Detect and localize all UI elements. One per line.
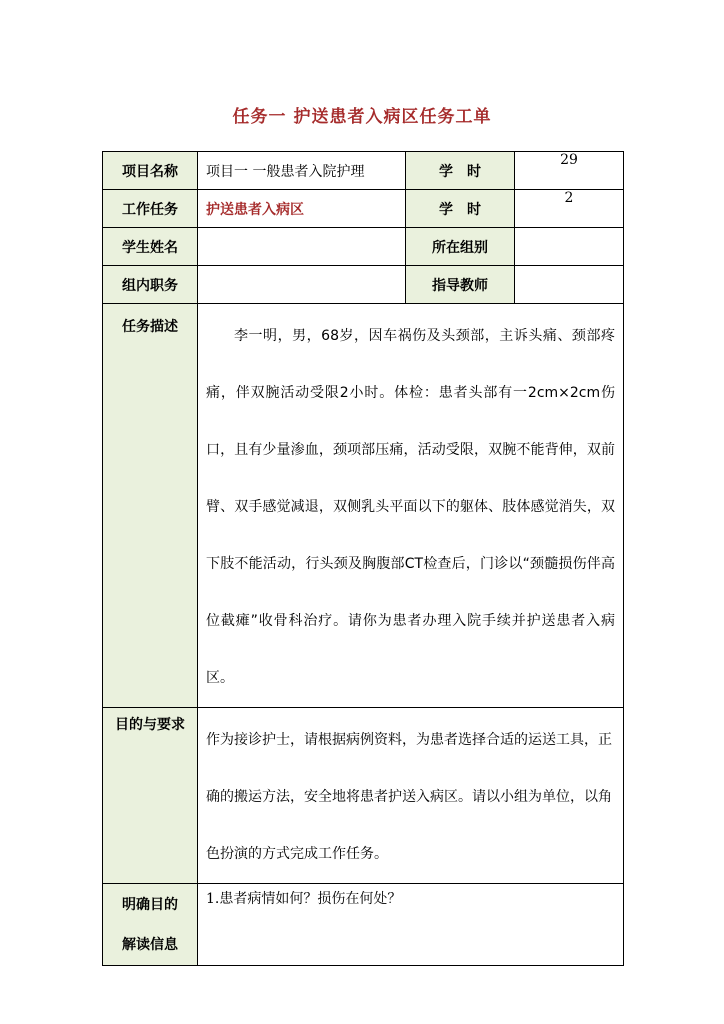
project-name-value: 项目一 一般患者入院护理 — [198, 152, 406, 190]
student-name-field[interactable] — [198, 228, 406, 266]
task-form-table — [102, 151, 624, 966]
row-task — [103, 190, 624, 228]
group-label: 所在组别 — [406, 228, 515, 266]
goal-requirement-text: 作为接诊护士，请根据病例资料，为患者选择合适的运送工具，正确的搬运方法，安全地将患者护送入病区。请以小组为单位，以角色扮演的方式完成工作任务。 — [206, 732, 612, 862]
read-info-label: 解读信息 — [122, 936, 178, 953]
task-description-cell — [198, 304, 624, 708]
row-project — [103, 152, 624, 190]
document-title: 任务一 护送患者入病区任务工单 — [232, 107, 492, 127]
row-clarify — [103, 884, 624, 966]
work-task-label: 工作任务 — [103, 190, 198, 228]
goal-requirement-cell — [198, 708, 624, 884]
question-1: 1.患者病情如何？损伤在何处？ — [206, 891, 402, 907]
row-student — [103, 228, 624, 266]
group-field[interactable] — [515, 228, 624, 266]
project-name-label: 项目名称 — [103, 152, 198, 190]
hours-value-2: 2 — [515, 190, 624, 228]
clarify-read-cell — [198, 884, 624, 966]
teacher-field[interactable] — [515, 266, 624, 304]
group-role-label: 组内职务 — [103, 266, 198, 304]
goal-requirement-label: 目的与要求 — [103, 708, 198, 884]
row-role — [103, 266, 624, 304]
hours-label: 学 时 — [406, 152, 515, 190]
row-description — [103, 304, 624, 708]
hours-value: 29 — [515, 152, 624, 190]
clarify-read-label — [103, 884, 198, 966]
row-goal — [103, 708, 624, 884]
group-role-field[interactable] — [198, 266, 406, 304]
clarify-purpose-label: 明确目的 — [122, 896, 178, 913]
task-description-label: 任务描述 — [103, 304, 198, 708]
teacher-label: 指导教师 — [406, 266, 515, 304]
hours-label-2: 学 时 — [406, 190, 515, 228]
task-description-text: 李一明，男，68岁，因车祸伤及头颈部，主诉头痛、颈部疼痛，伴双腕活动受限2小时。体检：患者头部有一2cm×2cm伤口，且有少量渗血，颈项部压痛，活动受限，双腕不能背伸，双前臂、双手感觉减退，双侧乳头平面以下的躯体、肢体感觉消失，双下肢不能活动，行头颈及胸腹部CT检查后，门诊以“颈髓损伤伴高位截瘫”收骨科治疗。请你为患者办理入院手续并护送患者入病区。 — [206, 328, 615, 686]
work-task-value: 护送患者入病区 — [198, 190, 406, 228]
student-name-label: 学生姓名 — [103, 228, 198, 266]
